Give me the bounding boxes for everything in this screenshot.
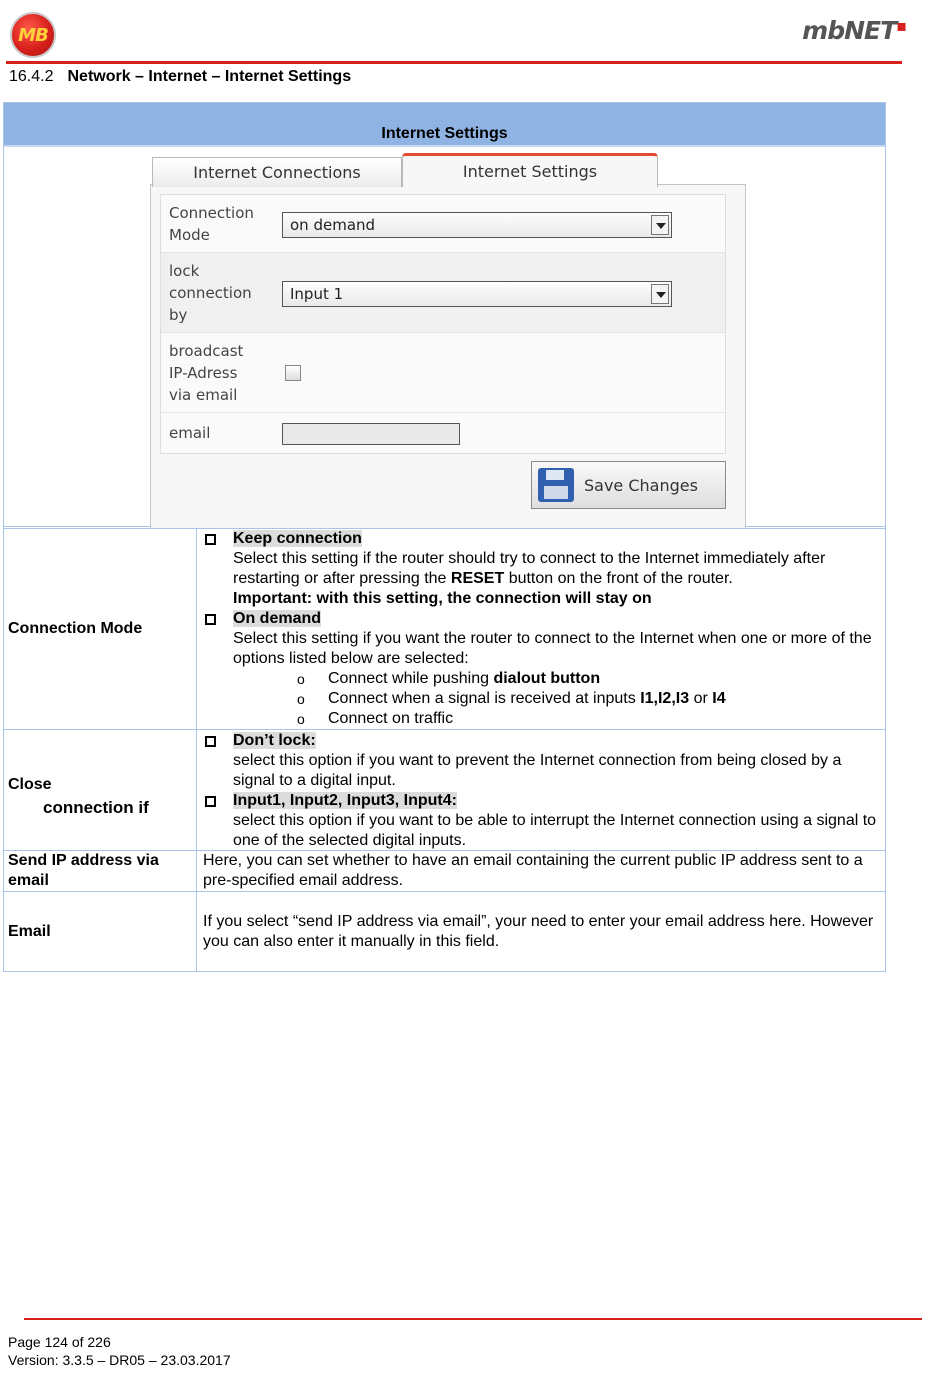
- section-title: Network – Internet – Internet Settings: [67, 68, 352, 85]
- footer: [8, 1333, 231, 1369]
- mbnet-logo: mbNET▪: [802, 16, 906, 45]
- section-number: 16.4.2: [9, 68, 54, 85]
- broadcast-checkbox[interactable]: [285, 365, 301, 381]
- row-send-ip: [4, 851, 885, 892]
- form-row-email: [161, 413, 725, 453]
- email-input[interactable]: [282, 423, 460, 445]
- floppy-disk-icon: [538, 468, 574, 502]
- sub-list-item: o Connect while pushing dialout button: [297, 670, 601, 687]
- row-connection-mode: [4, 529, 885, 730]
- checkbox-bullet-icon: [205, 796, 216, 807]
- form-row-broadcast: [161, 333, 725, 413]
- settings-table: [3, 102, 886, 972]
- connection-mode-select[interactable]: on demand: [282, 212, 672, 238]
- email-label: email: [169, 424, 211, 442]
- chevron-down-icon[interactable]: [651, 284, 669, 304]
- lock-connection-label: lock connection by: [169, 262, 252, 324]
- version-info: Version: 3.3.5 – DR05 – 23.03.2017: [8, 1352, 231, 1368]
- row-description: If you select “send IP address via email”, your need to enter your email address here. However you can also enter it manually in this field.: [203, 913, 874, 950]
- mb-logo: MB: [10, 12, 56, 58]
- section-heading: [9, 68, 351, 86]
- tab-internet-settings[interactable]: Internet Settings: [402, 153, 658, 187]
- row-description: [197, 730, 885, 850]
- row-email: [4, 892, 885, 971]
- list-item: On demand Select this setting if you want the router to connect to the Internet when one or more of the options listed below are selected:: [203, 609, 885, 669]
- page-number: Page 124 of 226: [8, 1334, 111, 1350]
- save-changes-button[interactable]: Save Changes: [531, 461, 726, 509]
- row-label: Close connection if: [4, 730, 197, 850]
- row-label: Send IP address via email: [4, 851, 197, 891]
- checkbox-bullet-icon: [205, 614, 216, 625]
- tab-internet-connections[interactable]: Internet Connections: [152, 157, 402, 187]
- lock-connection-select[interactable]: Input 1: [282, 281, 672, 307]
- broadcast-label: broadcast IP-Adress via email: [169, 342, 244, 404]
- list-item: Input1, Input2, Input3, Input4: select this option if you want to be able to interrupt the Internet connection using a signal to one of the selected digital inputs.: [203, 791, 885, 851]
- sub-list-item: o Connect when a signal is received at inputs I1,I2,I3 or I4: [297, 690, 726, 707]
- connection-mode-label: Connection Mode: [169, 204, 254, 244]
- form-row-connection-mode: [161, 195, 725, 253]
- form-row-lock-connection: [161, 253, 725, 333]
- row-label: Email: [4, 892, 197, 971]
- checkbox-bullet-icon: [205, 534, 216, 545]
- settings-form: [160, 194, 726, 454]
- row-description: [197, 529, 885, 729]
- list-item: Keep connection Select this setting if the router should try to connect to the Internet immediately after restarting or after pressing the RESET button on the front of the router. Important: with this setting, the connection will stay on: [203, 529, 885, 609]
- header-rule: [6, 61, 902, 64]
- table-caption: Internet Settings: [4, 103, 885, 147]
- sub-list-item: o Connect on traffic: [297, 710, 454, 727]
- chevron-down-icon[interactable]: [651, 215, 669, 235]
- list-item: Don’t lock: select this option if you want to prevent the Internet connection from being closed by a signal to a digital input.: [203, 731, 885, 791]
- checkbox-bullet-icon: [205, 736, 216, 747]
- footer-rule: [24, 1318, 922, 1320]
- screenshot-row: [4, 147, 885, 529]
- row-description: Here, you can set whether to have an email containing the current public IP address sent to a pre-specified email address.: [203, 852, 863, 889]
- row-close-connection: [4, 730, 885, 851]
- row-label: Connection Mode: [4, 529, 197, 729]
